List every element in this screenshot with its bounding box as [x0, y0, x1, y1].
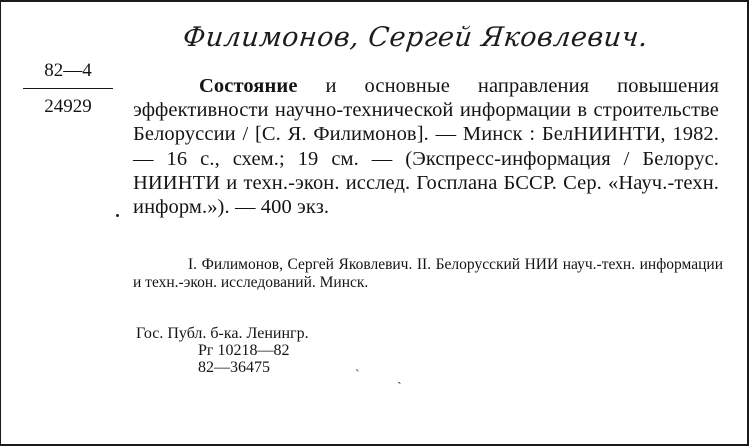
shelf-mark-divider [23, 88, 113, 89]
tracings: I. Филимонов, Сергей Яковлевич. II. Белорусский НИИ науч.-техн. информации и техн.-экон. исследований. Минск. [133, 256, 723, 291]
shelf-mark [21, 60, 115, 118]
holding-number: Рг 10218—82 [198, 342, 290, 359]
description-body: и основные направления повышения эффективности научно-технической информации в строительстве Белоруссии / [С. Я. Филимонов]. — Минск : БелНИИНТИ, 1982. — 16 с., схем.; 19 см. — (Экспресс-информация / Белорус. НИИНТИ и техн.-экон. исслед. Госплана БССР. Сер. «Науч.-техн. информ.»). — 400 экз. [133, 75, 719, 219]
shelf-mark-bottom: 24929 [44, 96, 92, 117]
holding-accession: 82—36475 [198, 359, 270, 376]
ink-dot [116, 214, 119, 217]
shelf-mark-top: 82—4 [44, 60, 92, 81]
holding-library: Гос. Публ. б-ка. Ленингр. [136, 325, 309, 342]
ink-mark: ˋ [355, 368, 360, 383]
handwritten-author-heading: Филимонов, Сергей Яковлевич. [181, 22, 650, 53]
title-lead-word: Состояние [199, 75, 298, 97]
holdings-block [136, 325, 309, 376]
bibliographic-description [133, 74, 719, 219]
ink-mark: ˏ [397, 370, 402, 385]
